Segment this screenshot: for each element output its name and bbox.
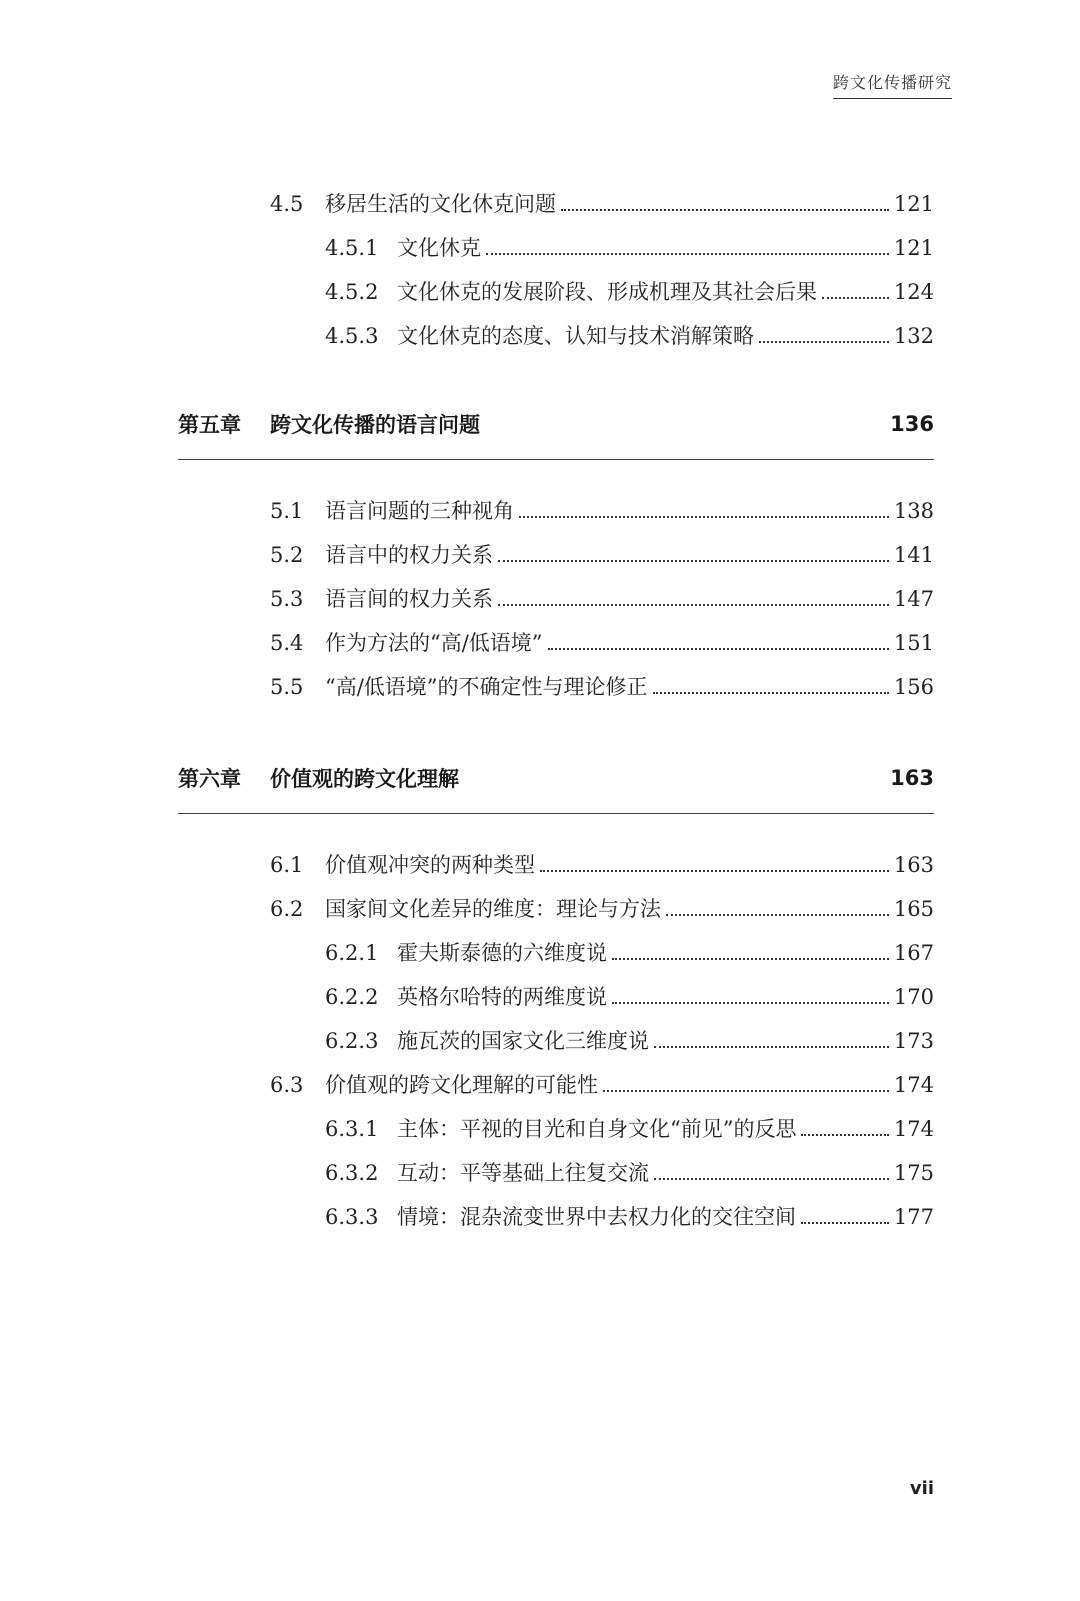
toc-entry-6-3[interactable] [270,1070,934,1100]
toc-entry-6-2[interactable] [270,894,934,924]
toc-number: 6.1 [270,853,304,877]
toc-entry-6-3-2[interactable] [325,1158,934,1188]
toc-number: 5.4 [270,631,304,655]
dot-leader [612,958,889,960]
toc-page-number: 174 [893,1117,934,1141]
toc-number: 6.3.3 [325,1205,379,1229]
dot-leader [666,914,889,916]
toc-page-number: 170 [893,985,934,1009]
toc-page-number: 121 [893,236,934,260]
dot-leader [612,1002,889,1004]
toc-entry-5-4[interactable] [270,628,934,658]
dot-leader [759,341,889,343]
toc-title: 语言间的权力关系 [325,587,493,611]
toc-title: 作为方法的“高/低语境” [325,631,543,655]
toc-number: 6.2.1 [325,941,379,965]
dot-leader [498,560,889,562]
toc-title: 施瓦茨的国家文化三维度说 [397,1029,649,1053]
toc-page-number: 173 [893,1029,934,1053]
toc-number: 6.3.2 [325,1161,379,1185]
toc-entry-6-3-1[interactable] [325,1114,934,1144]
toc-title: 主体：平视的目光和自身文化“前见”的反思 [397,1117,797,1141]
toc-entry-4-5-3[interactable] [325,321,934,351]
toc-page-number: 141 [893,543,934,567]
toc-entry-4-5-1[interactable] [325,233,934,263]
toc-entry-6-1[interactable] [270,850,934,880]
toc-number: 5.3 [270,587,304,611]
toc-page-number: 165 [893,897,934,921]
toc-entry-6-2-3[interactable] [325,1026,934,1056]
chapter-label: 第六章 [178,767,241,791]
toc-number: 6.2.2 [325,985,379,1009]
toc-page-number: 147 [893,587,934,611]
chapter-divider [178,813,934,814]
toc-title: “高/低语境”的不确定性与理论修正 [325,675,648,699]
toc-number: 6.2 [270,897,304,921]
toc-number: 4.5.1 [325,236,379,260]
chapter-page-number: 136 [890,412,934,436]
dot-leader [603,1090,889,1092]
running-head: 跨文化传播研究 [833,70,952,99]
toc-title: 文化休克的态度、认知与技术消解策略 [397,324,754,348]
toc-title: 文化休克的发展阶段、形成机理及其社会后果 [397,280,817,304]
dot-leader [519,516,889,518]
dot-leader [654,1178,889,1180]
toc-title: 霍夫斯泰德的六维度说 [397,941,607,965]
toc-title: 语言中的权力关系 [325,543,493,567]
toc-title: 文化休克 [397,236,481,260]
toc-page-number: 138 [893,499,934,523]
toc-number: 6.3 [270,1073,304,1097]
toc-entry-6-3-3[interactable] [325,1202,934,1232]
toc-title: 移居生活的文化休克问题 [325,192,556,216]
dot-leader [654,1046,889,1048]
toc-number: 4.5.2 [325,280,379,304]
toc-page-number: 121 [893,192,934,216]
toc-page-number: 163 [893,853,934,877]
dot-leader [801,1222,889,1224]
toc-number: 6.3.1 [325,1117,379,1141]
toc-entry-5-3[interactable] [270,584,934,614]
toc-title: 价值观的跨文化理解的可能性 [325,1073,598,1097]
chapter-label: 第五章 [178,413,241,437]
toc-title: 英格尔哈特的两维度说 [397,985,607,1009]
chapter-heading-5[interactable] [178,406,934,442]
toc-entry-5-5[interactable] [270,672,934,702]
toc-title: 情境：混杂流变世界中去权力化的交往空间 [397,1205,796,1229]
chapter-heading-6[interactable] [178,760,934,796]
toc-page-number: 167 [893,941,934,965]
dot-leader [548,648,889,650]
toc-entry-5-2[interactable] [270,540,934,570]
dot-leader [801,1134,888,1136]
toc-number: 4.5.3 [325,324,379,348]
toc-entry-6-2-1[interactable] [325,938,934,968]
toc-page-number: 174 [893,1073,934,1097]
chapter-divider [178,459,934,460]
toc-number: 5.2 [270,543,304,567]
toc-title: 互动：平等基础上往复交流 [397,1161,649,1185]
toc-title: 语言问题的三种视角 [325,499,514,523]
toc-title: 价值观冲突的两种类型 [325,853,535,877]
dot-leader [540,870,889,872]
toc-page-number: 177 [893,1205,934,1229]
toc-number: 4.5 [270,192,304,216]
toc-number: 5.1 [270,499,304,523]
dot-leader [822,297,889,299]
chapter-title: 价值观的跨文化理解 [270,767,459,791]
toc-page-number: 151 [893,631,934,655]
toc-number: 5.5 [270,675,304,699]
toc-page-number: 132 [893,324,934,348]
toc-page-number: 175 [893,1161,934,1185]
toc-number: 6.2.3 [325,1029,379,1053]
toc-entry-5-1[interactable] [270,496,934,526]
chapter-title: 跨文化传播的语言问题 [270,413,480,437]
toc-page-number: 124 [893,280,934,304]
chapter-page-number: 163 [890,766,934,790]
toc-title: 国家间文化差异的维度：理论与方法 [325,897,661,921]
dot-leader [561,209,889,211]
toc-entry-6-2-2[interactable] [325,982,934,1012]
dot-leader [653,692,889,694]
toc-entry-4-5[interactable] [270,189,934,219]
toc-page-number: 156 [893,675,934,699]
page-folio: vii [909,1478,934,1499]
dot-leader [498,604,889,606]
dot-leader [486,253,889,255]
toc-entry-4-5-2[interactable] [325,277,934,307]
